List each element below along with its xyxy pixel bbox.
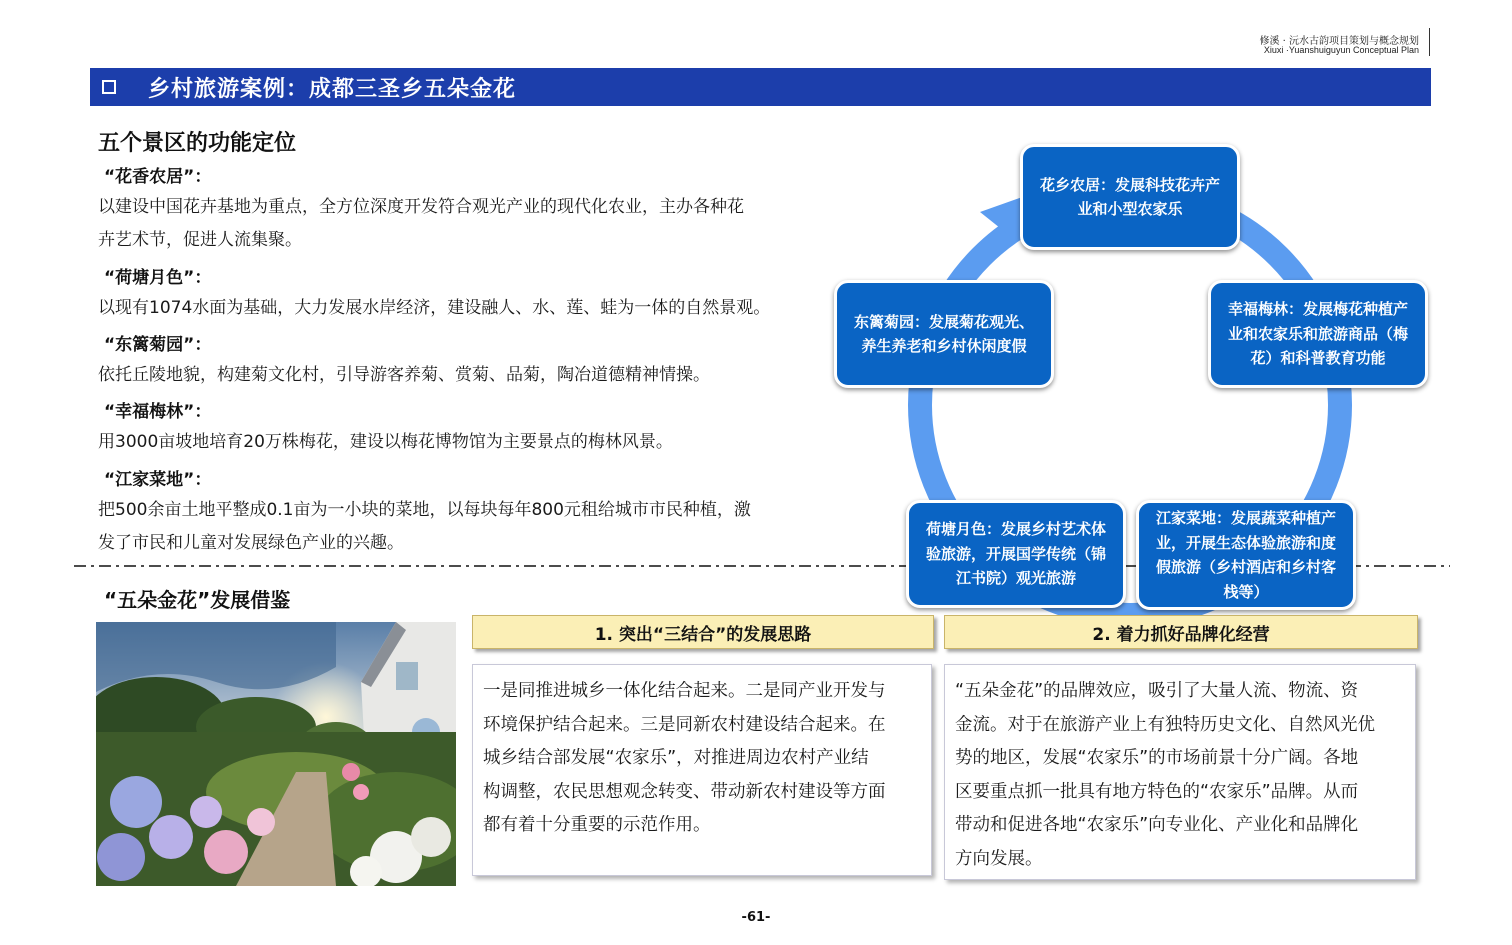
item-desc-line: 发了市民和儿童对发展绿色产业的兴趣。: [98, 533, 404, 553]
panel2-header: 2. 着力抓好品牌化经营: [944, 615, 1418, 649]
diagram-line: 荷塘月色：发展乡村艺术体: [925, 520, 1106, 539]
panel1-header: 1. 突出“三结合”的发展思路: [472, 615, 934, 649]
diagram-line: 花）和科普教育功能: [1250, 349, 1386, 368]
title-bar: [90, 68, 1431, 106]
section1-title: 五个景区的功能定位: [98, 131, 297, 156]
header-project-cn: 修溪 · 沅水古韵项目策划与概念规划: [1259, 36, 1419, 47]
panel2-line: 方向发展。: [955, 848, 1043, 869]
item-name-hetang: “荷塘月色”：: [104, 268, 212, 288]
page-number: -61-: [741, 910, 771, 925]
diagram-line: 养生养老和乡村休闲度假: [861, 337, 1027, 355]
panel1-line: 一是同推进城乡一体化结合起来。二是同产业开发与: [483, 681, 886, 701]
diagram-box-xingfu: [1208, 280, 1428, 388]
item-desc-line: 用3000亩坡地培育20万株梅花，建设以梅花博物馆为主要景点的梅林风景。: [98, 432, 673, 452]
diagram-line: 业和小型农家乐: [1077, 200, 1183, 218]
item-name-xingfu: “幸福梅林”：: [104, 402, 212, 422]
diagram-line: 栈等）: [1223, 582, 1269, 601]
item-desc-line: 把500余亩土地平整成0.1亩为一小块的菜地，以每块每年800元租给城市市民种植，激: [98, 500, 751, 520]
diagram-line: 验旅游，开展国学传统（锦: [925, 544, 1106, 563]
panel1-line: 城乡结合部发展“农家乐”，对推进周边农村产业结: [483, 748, 869, 768]
panel2-line: 金流。对于在旅游产业上有独特历史文化、自然风光优: [955, 714, 1375, 735]
diagram-line: 幸福梅林：发展梅花种植产: [1227, 300, 1408, 319]
panel2-body: [944, 664, 1416, 880]
title-square-icon: [102, 80, 116, 94]
panel2-line: 势的地区，发展“农家乐”的市场前景十分广阔。各地: [955, 748, 1359, 768]
panel1-body: [472, 664, 932, 876]
diagram-box-huaxiang: [1020, 144, 1240, 250]
diagram-line: 东篱菊园：发展菊花观光、: [853, 312, 1034, 331]
diagram-line: 业和农家乐和旅游商品（梅: [1227, 324, 1408, 343]
header-divider: [1429, 28, 1430, 56]
item-desc-line: 依托丘陵地貌，构建菊文化村，引导游客养菊、赏菊、品菊，陶冶道德精神情操。: [98, 365, 710, 385]
item-name-dongli: “东篱菊园”：: [104, 335, 212, 355]
page-title: 乡村旅游案例：成都三圣乡五朵金花: [148, 76, 517, 102]
item-desc-line: 以建设中国花卉基地为重点，全方位深度开发符合观光产业的现代化农业，主办各种花: [98, 197, 744, 217]
section2-title: “五朵金花”发展借鉴: [104, 588, 291, 612]
header-project-en: Xiuxi ·Yuanshuiguyun Conceptual Plan: [1263, 45, 1419, 55]
panel1-line: 都有着十分重要的示范作用。: [483, 815, 711, 835]
panel1-line: 构调整，农民思想观念转变、带动新农村建设等方面: [483, 781, 886, 802]
diagram-box-jiangjia: [1136, 500, 1356, 610]
diagram-box-dongli: [834, 280, 1054, 388]
diagram-line: 假旅游（乡村酒店和乡村客: [1155, 558, 1336, 576]
diagram-line: 业，开展生态体验旅游和度: [1155, 533, 1336, 552]
diagram-line: 江书院）观光旅游: [955, 569, 1076, 588]
panel2-line: 带动和促进各地“农家乐”向专业化、产业化和品牌化: [955, 815, 1359, 835]
diagram-box-hetang: [906, 500, 1126, 608]
flower-garden-photo: [96, 622, 456, 886]
diagram-line: 江家菜地：发展蔬菜种植产: [1155, 509, 1336, 527]
panel1-line: 环境保护结合起来。三是同新农村建设结合起来。在: [483, 714, 886, 735]
diagram-line: 花乡农居：发展科技花卉产: [1039, 175, 1220, 194]
panel2-line: “五朵金花”的品牌效应，吸引了大量人流、物流、资: [955, 681, 1359, 701]
panel2-line: 区要重点抓一批具有地方特色的“农家乐”品牌。从而: [955, 781, 1359, 802]
item-desc-line: 卉艺术节，促进人流集聚。: [98, 230, 302, 250]
item-name-huaxiang: “花香农居”：: [104, 167, 212, 187]
item-name-jiangjia: “江家菜地”：: [104, 470, 212, 490]
item-desc-line: 以现有1074水面为基础，大力发展水岸经济，建设融人、水、莲、蛙为一体的自然景观。: [98, 298, 771, 318]
